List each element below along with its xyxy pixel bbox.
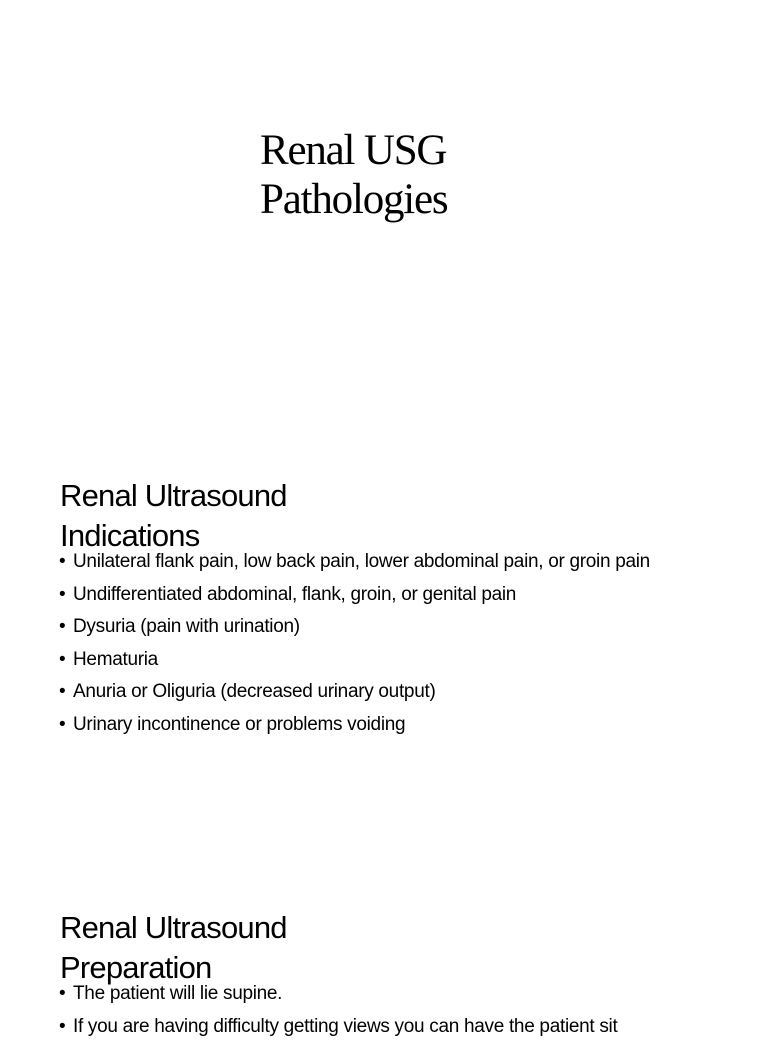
- preparation-heading: [60, 908, 287, 988]
- indications-list-item: • Anuria or Oliguria (decreased urinary output): [59, 680, 699, 703]
- preparation-heading-line-1: Renal Ultrasound: [60, 910, 287, 945]
- slide-title: [260, 126, 447, 224]
- preparation-heading-line-2: Preparation: [60, 950, 212, 985]
- indications-list: [59, 550, 699, 745]
- indications-heading: [60, 476, 287, 556]
- indications-list-item: • Unilateral flank pain, low back pain, lower abdominal pain, or groin pain: [59, 550, 699, 573]
- preparation-list-item: • The patient will lie supine.: [59, 982, 699, 1005]
- indications-list-item: • Dysuria (pain with urination): [59, 615, 699, 638]
- indications-list-item: • Urinary incontinence or problems voiding: [59, 713, 699, 736]
- indications-list-item: • Hematuria: [59, 648, 699, 671]
- indications-list-item: • Undifferentiated abdominal, flank, groin, or genital pain: [59, 583, 699, 606]
- preparation-list: [59, 982, 699, 1047]
- indications-heading-line-2: Indications: [60, 518, 200, 553]
- slide-title-line-1: Renal USG: [260, 127, 447, 174]
- slide-title-line-2: Pathologies: [260, 176, 448, 223]
- indications-heading-line-1: Renal Ultrasound: [60, 478, 287, 513]
- preparation-list-item: • If you are having difficulty getting views you can have the patient sit: [59, 1015, 699, 1038]
